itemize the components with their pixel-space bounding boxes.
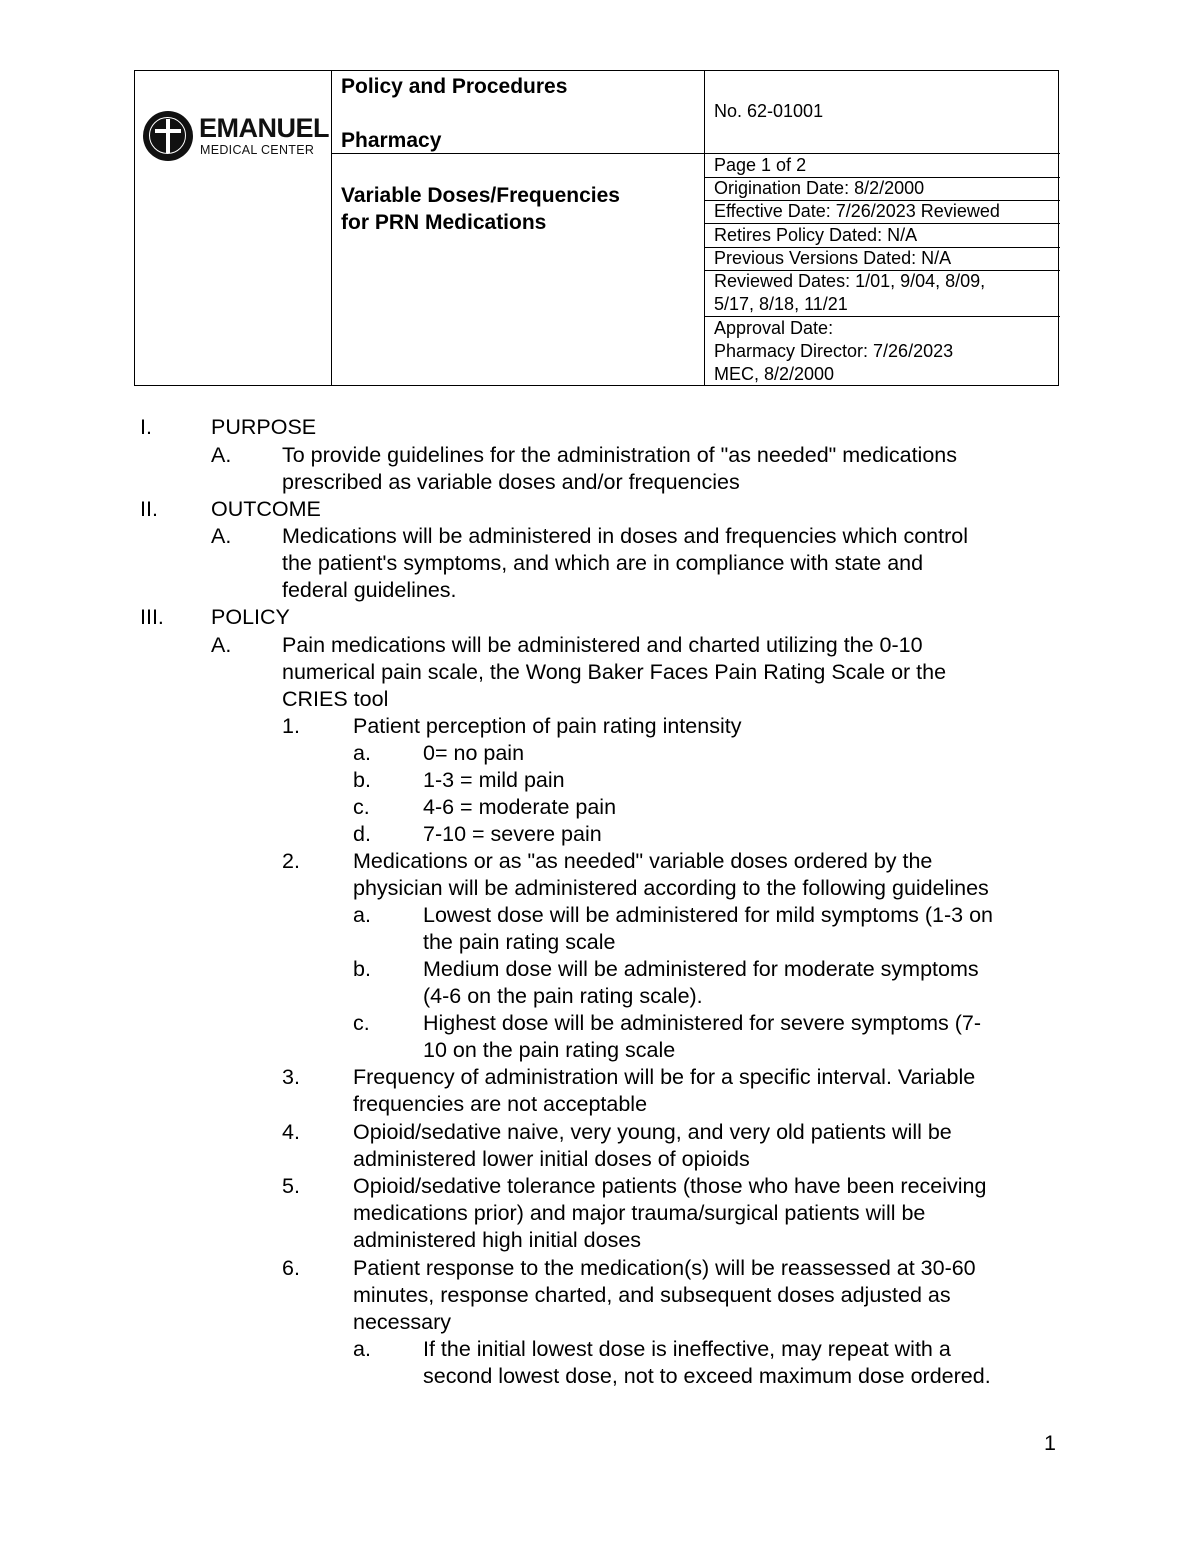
logo-name: EMANUEL bbox=[199, 113, 329, 143]
item-text: the pain rating scale bbox=[423, 930, 616, 954]
item-text: Highest dose will be administered for severe symptoms (7- bbox=[423, 1011, 982, 1035]
page-number: 1 bbox=[1044, 1431, 1056, 1455]
policy-title-line2: for PRN Medications bbox=[341, 211, 547, 234]
item-text: Medications or as "as needed" variable doses ordered by the bbox=[353, 849, 933, 873]
emanuel-logo bbox=[143, 109, 327, 167]
item-marker: b. bbox=[353, 768, 371, 792]
retires-policy: Retires Policy Dated: N/A bbox=[714, 225, 918, 245]
item-text: To provide guidelines for the administration of "as needed" medications bbox=[282, 443, 957, 467]
item-text: Medications will be administered in doses and frequencies which control bbox=[282, 524, 968, 548]
item-text: Lowest dose will be administered for mild symptoms (1-3 on bbox=[423, 903, 993, 927]
item-text: federal guidelines. bbox=[282, 578, 457, 602]
item-text: administered lower initial doses of opioids bbox=[353, 1147, 750, 1171]
item-marker: b. bbox=[353, 957, 371, 981]
item-text: Medium dose will be administered for moderate symptoms bbox=[423, 957, 979, 981]
item-marker: 4. bbox=[282, 1120, 300, 1144]
section-marker: III. bbox=[140, 605, 164, 629]
item-text: physician will be administered according to the following guidelines bbox=[353, 876, 989, 900]
item-marker: a. bbox=[353, 741, 371, 765]
item-text: minutes, response charted, and subsequent doses adjusted as bbox=[353, 1283, 951, 1307]
item-marker: A. bbox=[211, 633, 232, 657]
previous-versions: Previous Versions Dated: N/A bbox=[714, 248, 952, 268]
page-count: Page 1 of 2 bbox=[714, 155, 807, 175]
item-text: CRIES tool bbox=[282, 687, 389, 711]
item-text: 10 on the pain rating scale bbox=[423, 1038, 676, 1062]
department-title: Pharmacy bbox=[341, 129, 442, 152]
item-text: Opioid/sedative naive, very young, and very old patients will be bbox=[353, 1120, 952, 1144]
logo-subtitle: MEDICAL CENTER bbox=[200, 143, 315, 157]
approval-pharmacy: Pharmacy Director: 7/26/2023 bbox=[714, 341, 954, 361]
section-heading: PURPOSE bbox=[211, 415, 317, 439]
item-text: 0= no pain bbox=[423, 741, 525, 765]
item-marker: 3. bbox=[282, 1065, 300, 1089]
item-marker: a. bbox=[353, 1337, 371, 1361]
item-marker: 6. bbox=[282, 1256, 300, 1280]
item-text: 4-6 = moderate pain bbox=[423, 795, 617, 819]
item-text: administered high initial doses bbox=[353, 1228, 642, 1252]
reviewed-dates-line2: 5/17, 8/18, 11/21 bbox=[714, 294, 848, 314]
approval-label: Approval Date: bbox=[714, 318, 834, 338]
cross-emblem-icon bbox=[143, 111, 193, 161]
item-marker: A. bbox=[211, 443, 232, 467]
item-text: 1-3 = mild pain bbox=[423, 768, 565, 792]
item-text: frequencies are not acceptable bbox=[353, 1092, 648, 1116]
item-text: the patient's symptoms, and which are in compliance with state and bbox=[282, 551, 924, 575]
policy-header-table bbox=[134, 70, 1059, 386]
origination-date: Origination Date: 8/2/2000 bbox=[714, 178, 925, 198]
item-marker: c. bbox=[353, 795, 370, 819]
item-marker: 2. bbox=[282, 849, 300, 873]
item-text: 7-10 = severe pain bbox=[423, 822, 602, 846]
item-marker: d. bbox=[353, 822, 371, 846]
section-heading: POLICY bbox=[211, 605, 290, 629]
item-text: (4-6 on the pain rating scale). bbox=[423, 984, 703, 1008]
item-marker: 5. bbox=[282, 1174, 300, 1198]
table-divider bbox=[331, 71, 332, 385]
section-marker: II. bbox=[140, 497, 158, 521]
item-text: numerical pain scale, the Wong Baker Faces Pain Rating Scale or the bbox=[282, 660, 947, 684]
policy-number: No. 62-01001 bbox=[714, 101, 824, 121]
policy-title-line1: Variable Doses/Frequencies bbox=[341, 184, 620, 207]
item-text: necessary bbox=[353, 1310, 451, 1334]
reviewed-dates-line1: Reviewed Dates: 1/01, 9/04, 8/09, bbox=[714, 271, 986, 291]
section-heading: OUTCOME bbox=[211, 497, 321, 521]
item-text: prescribed as variable doses and/or frequencies bbox=[282, 470, 740, 494]
item-text: Pain medications will be administered and charted utilizing the 0-10 bbox=[282, 633, 923, 657]
item-text: Frequency of administration will be for a specific interval. Variable bbox=[353, 1065, 976, 1089]
item-text: Patient response to the medication(s) will be reassessed at 30-60 bbox=[353, 1256, 976, 1280]
table-divider bbox=[704, 71, 705, 385]
item-marker: a. bbox=[353, 903, 371, 927]
item-marker: c. bbox=[353, 1011, 370, 1035]
item-text: If the initial lowest dose is ineffective, may repeat with a bbox=[423, 1337, 951, 1361]
effective-date: Effective Date: 7/26/2023 Reviewed bbox=[714, 201, 1000, 221]
item-marker: A. bbox=[211, 524, 232, 548]
item-marker: 1. bbox=[282, 714, 300, 738]
item-text: second lowest dose, not to exceed maximum dose ordered. bbox=[423, 1364, 991, 1388]
section-marker: I. bbox=[140, 415, 152, 439]
item-text: Opioid/sedative tolerance patients (those who have been receiving bbox=[353, 1174, 987, 1198]
category-title: Policy and Procedures bbox=[341, 75, 568, 98]
item-text: medications prior) and major trauma/surgical patients will be bbox=[353, 1201, 926, 1225]
approval-mec: MEC, 8/2/2000 bbox=[714, 364, 835, 384]
item-text: Patient perception of pain rating intensity bbox=[353, 714, 742, 738]
